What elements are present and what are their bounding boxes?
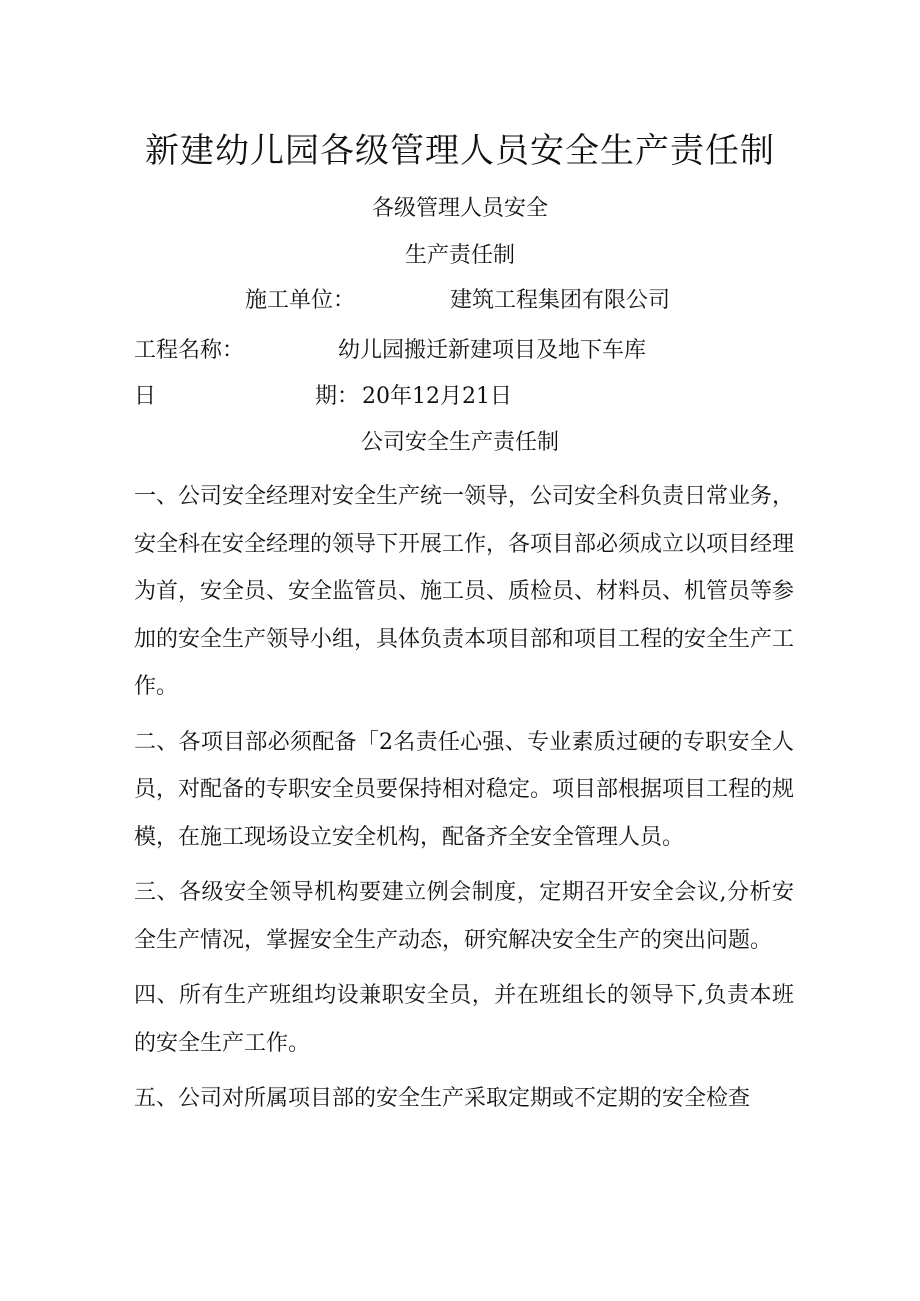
section-heading: 公司安全生产责任制 bbox=[360, 430, 559, 455]
paragraph-5: 五、公司对所属项目部的安全生产采取定期或不定期的安全检查 bbox=[134, 1086, 751, 1111]
date-label-part1: 日 bbox=[134, 384, 157, 409]
body-text bbox=[134, 473, 794, 1131]
construction-unit-value: 建筑工程集团有限公司 bbox=[450, 288, 671, 313]
paragraph-1: 一、公司安全经理对安全生产统一领导，公司安全科负责日常业务，安全科在安全经理的领导下开展工作，各项目部必须成立以项目经理为首，安全员、安全监管员、施工员、质检员、材料员、机管员等参加的安全生产领导小组，具体负责本项目部和项目工程的安全生产工作。 bbox=[134, 484, 795, 699]
date-row bbox=[0, 381, 920, 413]
paragraph-4: 四、所有生产班组均设兼职安全员，并在班组长的领导下,负责本班的安全生产工作。 bbox=[134, 983, 794, 1056]
project-name-value: 幼儿园搬迁新建项目及地下车库 bbox=[338, 338, 647, 363]
date-value: 20年12月21日 bbox=[362, 384, 512, 409]
date-label-part2: 期： bbox=[315, 384, 360, 409]
project-name-label: 工程名称： bbox=[134, 338, 245, 363]
construction-unit-label: 施工单位： bbox=[245, 288, 356, 313]
paragraph-3: 三、各级安全领导机构要建立例会制度，定期召开安全会议,分析安全生产情况，掌握安全生产动态，研究解决安全生产的突出问题。 bbox=[134, 880, 794, 953]
paragraph-2: 二、各项目部必须配备「2名责任心强、专业素质过硬的专职安全人员，对配备的专职安全员要保持相对稳定。项目部根据项目工程的规模，在施工现场设立安全机构，配备齐全安全管理人员。 bbox=[134, 729, 795, 850]
subtitle-line-2: 生产责任制 bbox=[404, 243, 515, 268]
document-title: 新建幼儿园各级管理人员安全生产责任制 bbox=[145, 131, 775, 171]
subtitle-line-1: 各级管理人员安全 bbox=[371, 196, 548, 221]
project-name-row bbox=[0, 335, 920, 367]
construction-unit-row bbox=[0, 285, 920, 317]
